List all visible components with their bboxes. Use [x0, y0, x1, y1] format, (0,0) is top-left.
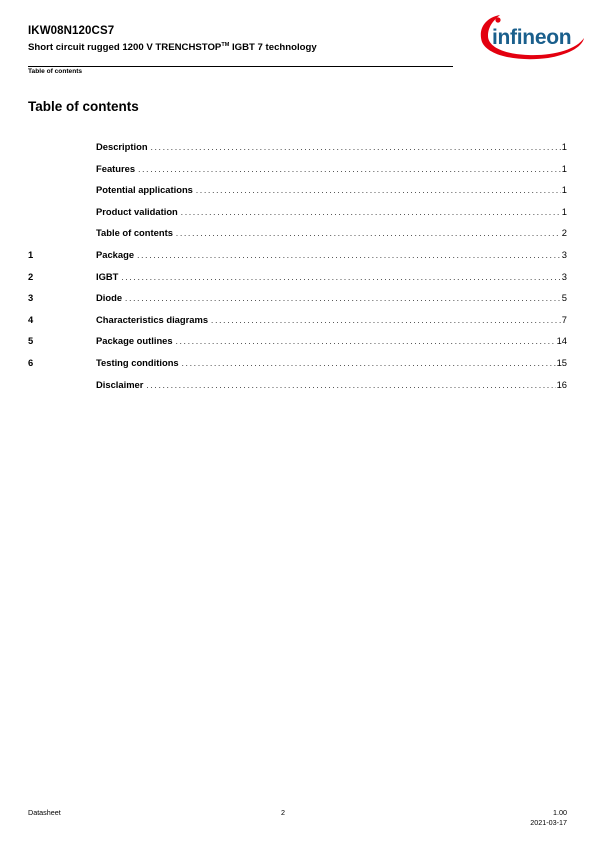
toc-dot-leader	[125, 294, 561, 303]
toc-entry-line	[96, 379, 567, 390]
toc-dot-leader	[181, 208, 561, 217]
footer-doc-type: Datasheet	[28, 808, 61, 817]
toc-entry-title[interactable]: Table of contents	[96, 227, 173, 239]
toc-entry-page[interactable]: 14	[556, 335, 567, 347]
toc-dot-leader	[182, 359, 556, 368]
toc-entry-page[interactable]: 1	[561, 162, 567, 174]
subtitle-text-end: IGBT 7 technology	[229, 42, 317, 53]
toc-entry-title[interactable]: Package outlines	[96, 335, 173, 347]
toc-entry-title[interactable]: IGBT	[96, 270, 119, 282]
logo-dot	[495, 17, 500, 22]
toc-entry-number: 3	[28, 292, 34, 304]
toc-entry-number: 2	[28, 270, 34, 282]
running-section-label: Table of contents	[28, 68, 83, 75]
toc-entry-number: 6	[28, 357, 34, 368]
toc-entry-title[interactable]: Disclaimer	[96, 378, 144, 390]
infineon-logo-icon	[478, 12, 586, 62]
toc-entry-page[interactable]: 1	[561, 205, 567, 217]
toc-entry[interactable]	[28, 314, 567, 328]
toc-entry[interactable]	[28, 163, 567, 177]
toc-entry-line	[96, 314, 567, 325]
toc-entry-line	[96, 292, 567, 303]
toc-entry-number: 4	[28, 313, 34, 325]
toc-dot-leader	[176, 337, 556, 346]
toc-dot-leader	[196, 186, 561, 195]
toc-heading: Table of contents	[28, 99, 139, 114]
toc-entry-title[interactable]: Potential applications	[96, 184, 193, 196]
toc-dot-leader	[146, 381, 555, 390]
part-number: IKW08N120CS7	[28, 25, 115, 37]
toc-dot-leader	[121, 273, 560, 282]
document-subtitle	[28, 42, 317, 53]
toc-dot-leader	[211, 316, 561, 325]
toc-entry[interactable]	[28, 206, 567, 220]
toc-entry-page[interactable]: 15	[556, 357, 567, 368]
toc-entry-page[interactable]: 3	[561, 270, 567, 282]
toc-entry-line	[96, 357, 567, 368]
toc-entry[interactable]	[28, 227, 567, 241]
toc-entry[interactable]	[28, 271, 567, 285]
toc-entry-line	[96, 206, 567, 217]
logo-text: infineon	[492, 26, 572, 49]
toc-entry[interactable]	[28, 335, 567, 349]
toc-entry[interactable]	[28, 357, 567, 371]
toc-entry-line	[96, 335, 567, 346]
toc-entry-page[interactable]: 2	[561, 227, 567, 239]
toc-dot-leader	[151, 143, 561, 152]
toc-entry-page[interactable]: 1	[561, 141, 567, 152]
toc-entry-page[interactable]: 7	[561, 313, 567, 325]
toc-entry-title[interactable]: Description	[96, 141, 148, 152]
footer-page-number: 2	[281, 808, 285, 817]
toc-entry[interactable]	[28, 292, 567, 306]
footer-date: 2021-03-17	[530, 818, 567, 827]
subtitle-text: Short circuit rugged 1200 V TRENCHSTOP	[28, 42, 222, 53]
toc-entry-title[interactable]: Product validation	[96, 205, 178, 217]
trademark-mark: TM	[221, 42, 230, 48]
toc-entry-line	[96, 141, 567, 152]
toc-entry-page[interactable]: 5	[561, 292, 567, 304]
toc-entry-title[interactable]: Features	[96, 162, 136, 174]
toc-entry-title[interactable]: Package	[96, 249, 135, 260]
toc-entry-title[interactable]: Characteristics diagrams	[96, 313, 209, 325]
toc-dot-leader	[176, 229, 561, 238]
toc-entry-page[interactable]: 1	[561, 184, 567, 196]
toc-entry-number: 5	[28, 335, 34, 347]
toc-entry[interactable]	[28, 249, 567, 263]
toc-entry[interactable]	[28, 184, 567, 198]
toc-entry-title[interactable]: Diode	[96, 292, 123, 304]
toc-entry-line	[96, 184, 567, 195]
toc-entry-line	[96, 227, 567, 238]
header-divider	[28, 66, 453, 67]
footer-version: 1.00	[553, 808, 567, 817]
toc-dot-leader	[138, 165, 561, 174]
toc-entry-page[interactable]: 3	[561, 249, 567, 260]
toc-dot-leader	[137, 251, 561, 260]
toc-entry-line	[96, 271, 567, 282]
toc-entry-number: 1	[28, 249, 34, 260]
toc-entry-line	[96, 249, 567, 260]
toc-entry-line	[96, 163, 567, 174]
toc-entry[interactable]	[28, 379, 567, 393]
toc-entry[interactable]	[28, 141, 567, 155]
toc-entry-page[interactable]: 16	[556, 378, 567, 390]
toc-entry-title[interactable]: Testing conditions	[96, 357, 179, 368]
